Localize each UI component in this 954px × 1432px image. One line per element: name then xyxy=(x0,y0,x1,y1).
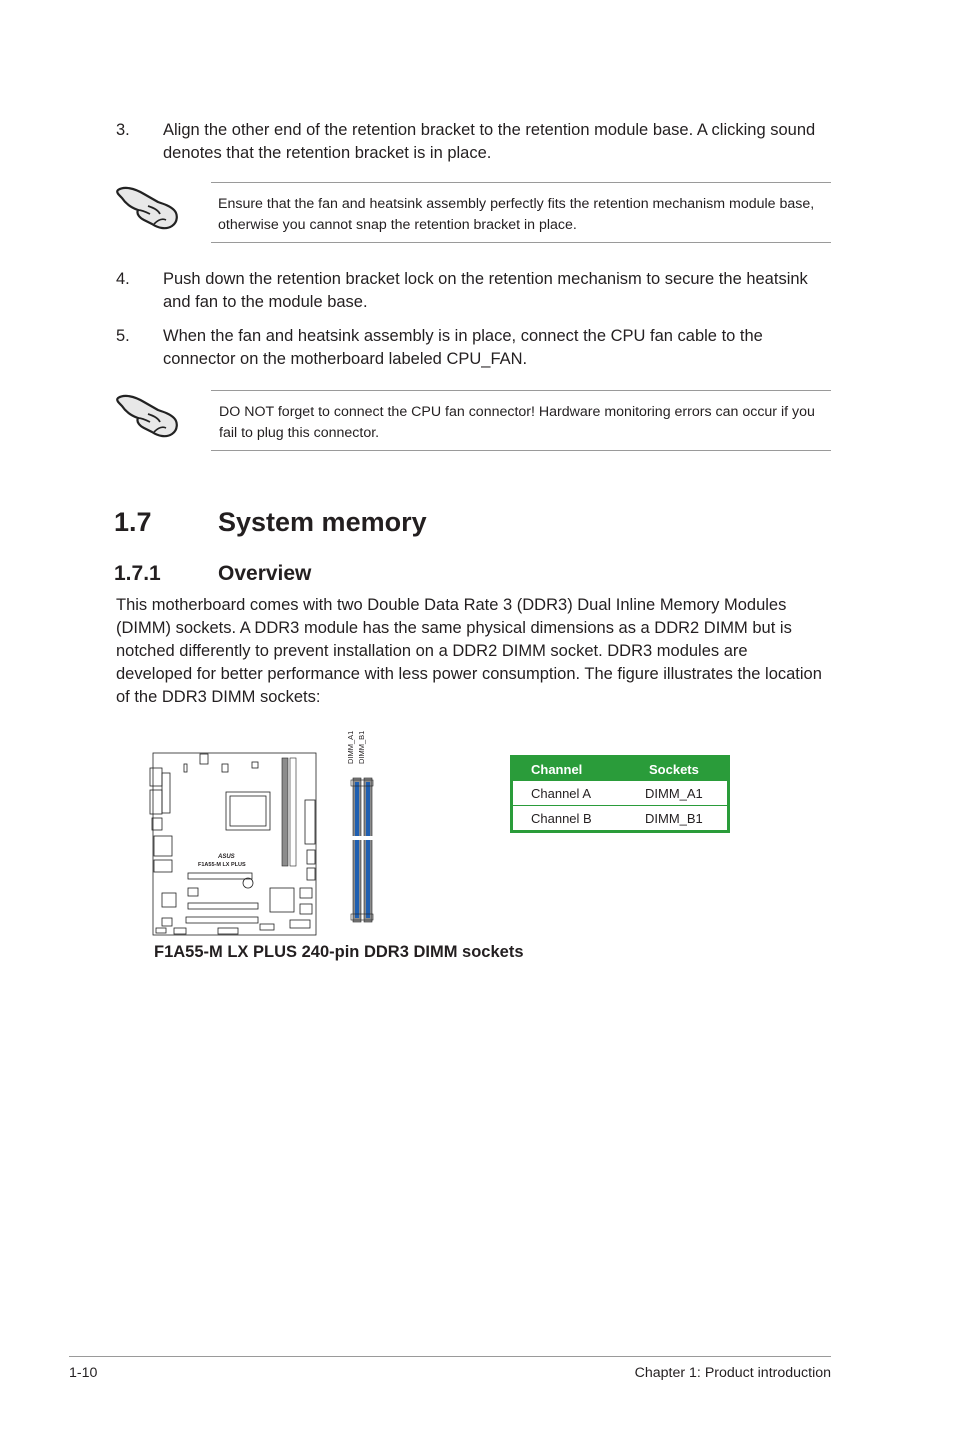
dimm-a1-label: DIMM_A1 xyxy=(346,730,355,764)
overview-paragraph: This motherboard comes with two Double Data Rate 3 (DDR3) Dual Inline Memory Modules (DIMM) sockets. A DDR3 module has the same physical dimensions as a DDR2 DIMM but is notched differently to prevent installation on a DDR2 DIMM socket. DDR3 modules are developed for better performance with less power consumption. The figure illustrates the location of the DDR3 DIMM sockets: xyxy=(116,596,822,706)
step-3-number: 3. xyxy=(116,121,130,139)
table-row xyxy=(513,780,727,805)
step-5-number: 5. xyxy=(116,327,130,345)
step-5-text: When the fan and heatsink assembly is in place, connect the CPU fan cable to the connector on the motherboard labeled CPU_FAN. xyxy=(163,327,763,368)
table-cell: DIMM_A1 xyxy=(627,780,727,805)
note-box-1 xyxy=(211,182,831,243)
step-3-text: Align the other end of the retention bracket to the retention module base. A clicking sound denotes that the retention bracket is in place. xyxy=(163,121,816,162)
footer-divider xyxy=(69,1356,831,1357)
note-box-2 xyxy=(211,390,831,451)
figure-caption: F1A55-M LX PLUS 240-pin DDR3 DIMM sockets xyxy=(154,943,524,961)
asus-logo: ASUS xyxy=(218,854,235,860)
table-cell: Channel A xyxy=(513,780,627,805)
subsection-title: Overview xyxy=(218,562,312,585)
channel-table xyxy=(510,755,730,833)
note-1-text: Ensure that the fan and heatsink assembly perfectly fits the retention mechanism module base, otherwise you cannot snap the retention bracket in place. xyxy=(218,196,815,233)
table-cell: Channel B xyxy=(513,805,627,830)
table-cell: DIMM_B1 xyxy=(627,805,727,830)
table-row xyxy=(513,805,727,830)
table-header-sockets: Sockets xyxy=(649,761,699,777)
subsection-number: 1.7.1 xyxy=(114,562,161,585)
pointing-hand-icon xyxy=(114,180,182,232)
table-header-channel: Channel xyxy=(531,761,583,777)
note-2-text: DO NOT forget to connect the CPU fan connector! Hardware monitoring errors can occur if you fail to plug this connector. xyxy=(219,404,815,441)
chapter-title: Chapter 1: Product introduction xyxy=(634,1365,831,1381)
section-title: System memory xyxy=(218,507,427,537)
step-4-text: Push down the retention bracket lock on the retention mechanism to secure the heatsink and fan to the module base. xyxy=(163,270,808,311)
dimm-b1-label: DIMM_B1 xyxy=(357,730,366,764)
page-number: 1-10 xyxy=(69,1365,98,1381)
section-number: 1.7 xyxy=(114,507,152,537)
step-4-number: 4. xyxy=(116,270,130,288)
board-model-label: F1A55-M LX PLUS xyxy=(198,862,246,868)
pointing-hand-icon xyxy=(114,388,182,440)
